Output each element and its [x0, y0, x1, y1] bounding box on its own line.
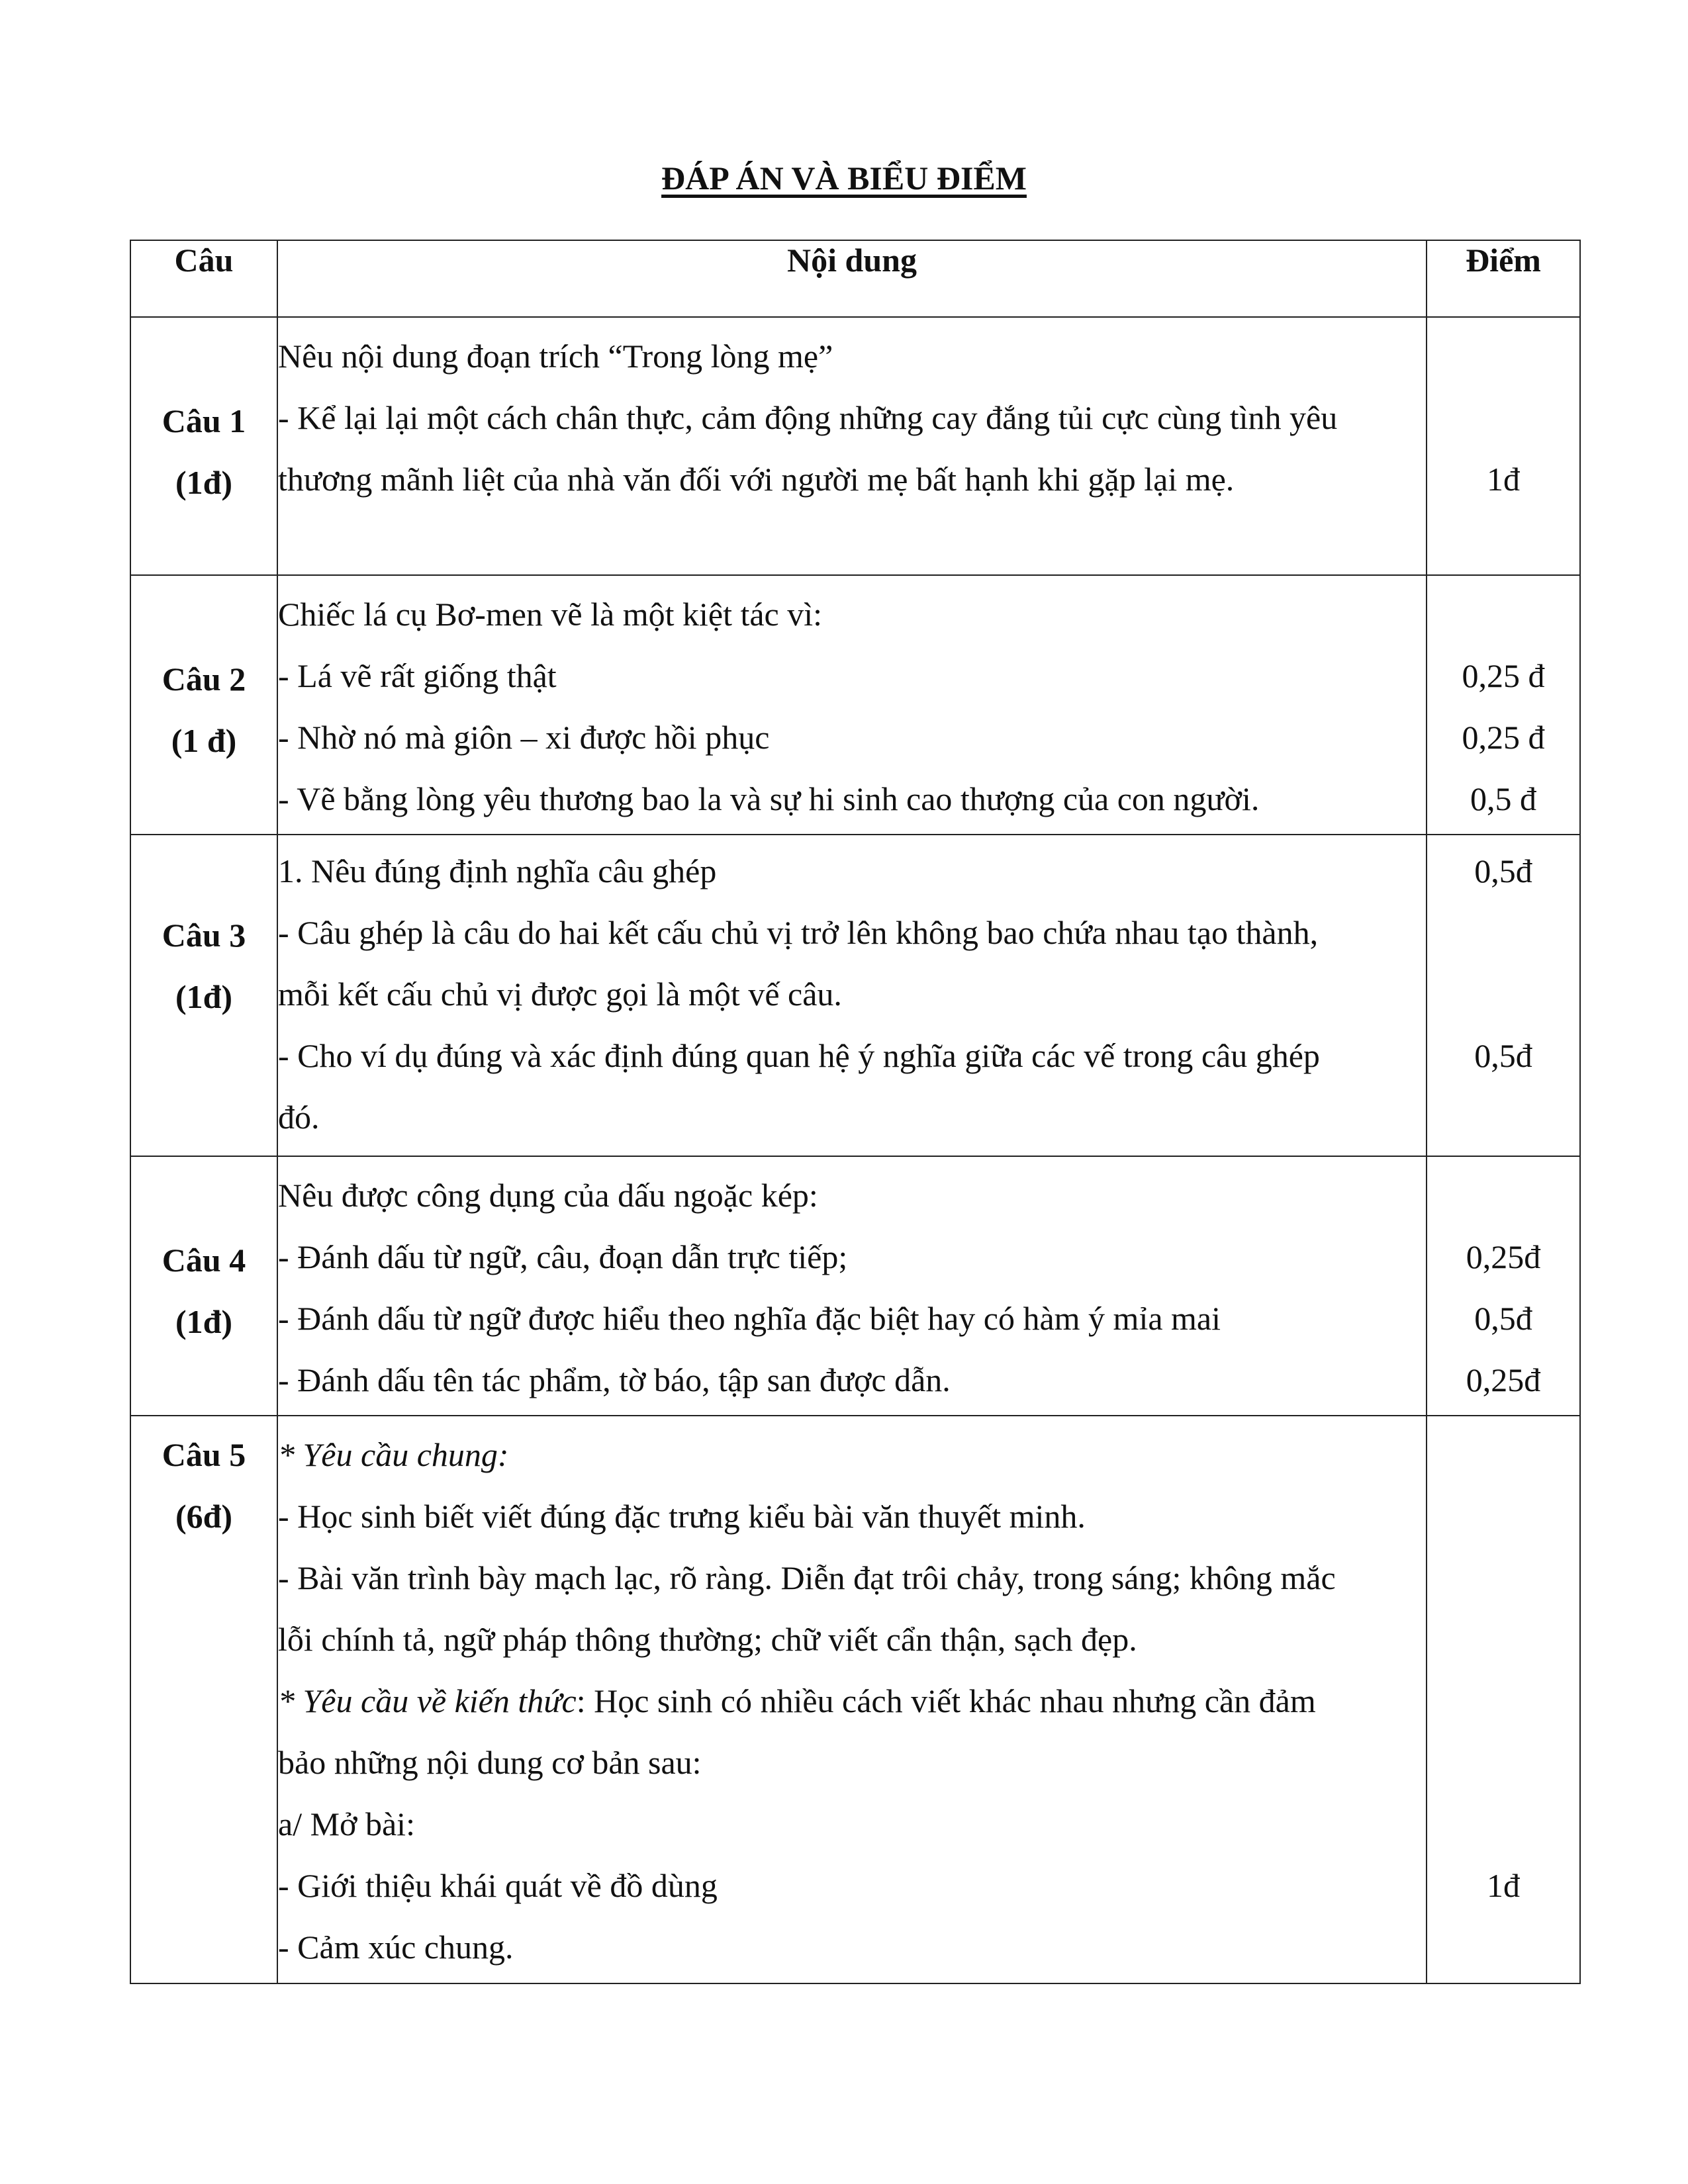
table-header-row: [130, 240, 1580, 317]
content-line: - Câu ghép là câu do hai kết cấu chủ vị trở lên không bao chứa nhau tạo thành,: [278, 914, 1319, 951]
score-value: 0,25 đ: [1462, 719, 1545, 756]
content-cell: [277, 1156, 1427, 1416]
knowledge-requirement-line: [278, 1670, 1426, 1732]
content-line: - Vẽ bằng lòng yêu thương bao la và sự hi sinh cao thượng của con người.: [278, 780, 1260, 817]
content-line: - Nhờ nó mà giôn – xi được hồi phục: [278, 719, 770, 756]
question-points: (1đ): [175, 1303, 233, 1340]
document-title: ĐÁP ÁN VÀ BIỂU ĐIỂM: [661, 159, 1027, 197]
content-cell: [277, 1416, 1427, 1983]
question-cell: [130, 835, 277, 1156]
question-label: Câu 2: [162, 660, 246, 698]
content-line: thương mãnh liệt của nhà văn đối với người mẹ bất hạnh khi gặp lại mẹ.: [278, 461, 1235, 498]
table-row-cau-4: [130, 1156, 1580, 1416]
score-value: 0,5đ: [1474, 852, 1532, 889]
header-diem: Điểm: [1427, 240, 1580, 317]
question-cell: [130, 1156, 277, 1416]
content-line: Nêu nội dung đoạn trích “Trong lòng mẹ”: [278, 338, 833, 375]
content-line: - Học sinh biết viết đúng đặc trưng kiểu bài văn thuyết minh.: [278, 1498, 1086, 1535]
question-cell: [130, 317, 277, 575]
score-cell: [1427, 317, 1580, 575]
content-line: - Lá vẽ rất giống thật: [278, 657, 557, 694]
content-cell: [277, 575, 1427, 835]
score-value: 0,5đ: [1474, 1037, 1532, 1074]
score-value: 0,25đ: [1466, 1361, 1541, 1398]
content-line: - Bài văn trình bày mạch lạc, rõ ràng. Diễn đạt trôi chảy, trong sáng; không mắc: [278, 1559, 1336, 1596]
question-points: (1 đ): [171, 722, 237, 759]
content-line: - Đánh dấu tên tác phẩm, tờ báo, tập san được dẫn.: [278, 1361, 951, 1398]
content-cell: [277, 835, 1427, 1156]
table-row-cau-2: [130, 575, 1580, 835]
question-label: Câu 3: [162, 917, 246, 954]
score-cell: [1427, 1416, 1580, 1983]
content-line: lỗi chính tả, ngữ pháp thông thường; chữ viết cẩn thận, sạch đẹp.: [278, 1621, 1137, 1658]
question-points: (1đ): [175, 464, 233, 501]
question-label: Câu 1: [162, 402, 246, 439]
score-value: 0,5đ: [1474, 1300, 1532, 1337]
content-line: - Cho ví dụ đúng và xác định đúng quan hệ ý nghĩa giữa các vế trong câu ghép: [278, 1037, 1320, 1074]
content-line: bảo những nội dung cơ bản sau:: [278, 1744, 702, 1781]
question-label: Câu 4: [162, 1242, 246, 1279]
general-requirement-heading: * Yêu cầu chung:: [278, 1436, 509, 1473]
content-line: - Cảm xúc chung.: [278, 1929, 514, 1966]
question-cell: [130, 575, 277, 835]
content-line: đó.: [278, 1099, 320, 1136]
question-points: (6đ): [175, 1498, 233, 1535]
table-row-cau-3: [130, 835, 1580, 1156]
score-cell: [1427, 575, 1580, 835]
table-row-cau-5: [130, 1416, 1580, 1983]
content-line: - Đánh dấu từ ngữ được hiểu theo nghĩa đặc biệt hay có hàm ý mỉa mai: [278, 1300, 1221, 1337]
content-line: Nêu được công dụng của dấu ngoặc kép:: [278, 1177, 818, 1214]
score-cell: [1427, 1156, 1580, 1416]
content-line: 1. Nêu đúng định nghĩa câu ghép: [278, 852, 717, 889]
score-value: 1đ: [1487, 1867, 1520, 1904]
content-line: - Giới thiệu khái quát về đồ dùng: [278, 1867, 718, 1904]
score-value: 0,5 đ: [1470, 780, 1536, 817]
header-noi-dung: Nội dung: [277, 240, 1427, 317]
content-line: a/ Mở bài:: [278, 1805, 415, 1843]
question-points: (1đ): [175, 978, 233, 1015]
score-cell: [1427, 835, 1580, 1156]
score-value: 0,25 đ: [1462, 657, 1545, 694]
content-cell: [277, 317, 1427, 575]
question-cell: [130, 1416, 277, 1983]
content-line: mỗi kết cấu chủ vị được gọi là một vế câu.: [278, 976, 842, 1013]
answer-table: [130, 240, 1581, 1984]
header-cau: Câu: [130, 240, 277, 317]
table-row-cau-1: [130, 317, 1580, 575]
score-value: 0,25đ: [1466, 1238, 1541, 1275]
content-line: - Kể lại lại một cách chân thực, cảm động những cay đắng tủi cực cùng tình yêu: [278, 399, 1338, 436]
score-value: 1đ: [1487, 461, 1520, 498]
knowledge-requirement-text: : Học sinh có nhiều cách viết khác nhau nhưng cần đảm: [576, 1682, 1316, 1719]
content-line: - Đánh dấu từ ngữ, câu, đoạn dẫn trực tiếp;: [278, 1238, 848, 1275]
knowledge-requirement-heading: * Yêu cầu về kiến thức: [278, 1682, 577, 1719]
content-line: Chiếc lá cụ Bơ-men vẽ là một kiệt tác vì:: [278, 596, 823, 633]
question-label: Câu 5: [162, 1436, 246, 1473]
